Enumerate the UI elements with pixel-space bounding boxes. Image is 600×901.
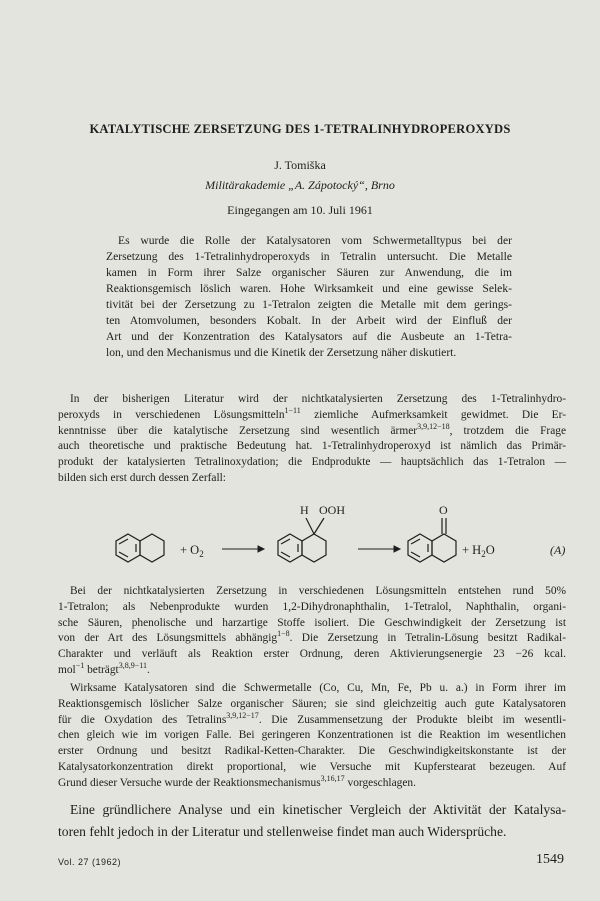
received-date: Eingegangen am 10. Juli 1961 [227,203,373,217]
text-line: Eine gründlichere Analyse und ein kinetischer Vergleich der Aktivität der Katalysa- [70,802,566,817]
abstract-line: Art und der Konzentration des Katalysators auf die Ausbeute an 1-Tetra- [106,330,512,343]
text-line: produkt der katalysierten Tetralinoxydation; die Endprodukte — hauptsächlich das 1-Tetralon — [58,456,566,469]
text-line: bilden sich erst durch dessen Zerfall: [58,471,226,484]
text-line: erster Ordnung und besitzt Radikal-Ketten-Charakter. Die Geschwindigkeitskonstante ist der [58,745,566,758]
text-line: Katalysatorkonzentration direkt proportional, wie Versuche mit Kupferstearat bezeugen. Auf [58,760,566,773]
abstract-line: Es wurde die Rolle der Katalysatoren vom Schwermetalltypus bei der [118,234,512,247]
equation-label: (A) [550,543,566,557]
text-line: Reaktionsgemisch löslicher Salze organischer Säuren; sie sind gleichzeitig auch gute Katalysatoren [58,697,566,710]
hydroperoxide-structure [278,518,326,562]
h-label: H [300,503,309,517]
abstract-line: ten Atomvolumen, besonders Kobalt. In der Arbeit wird der Einfluß der [106,314,512,327]
reaction-scheme [100,500,566,580]
paragraph-closing [58,799,566,843]
citation: 3,16,17 [320,773,345,783]
tetralone-structure [408,518,456,562]
author-name: J. Tomiška [274,158,326,172]
text-line: toren fehlt jedoch in der Literatur und stellenweise findet man auch Widersprüche. [58,824,507,839]
plus-h2o: + $H_2O$ [462,543,495,559]
text-line: chen gleich wie im vorigen Falle. Bei geringeren Konzentrationen ist die Reaktion im wesentlichen [58,729,566,742]
text-line: von der Art des Lösungsmittels abhängig$^{1-8}$. Die Zersetzung in Tetralin-Lösung besitzt Radikal- [58,629,566,645]
abstract-line: Zersetzung des 1-Tetralinhydroperoxyds in Tetralin untersucht. Die Metalle [106,250,512,263]
paragraph-introduction [58,392,566,487]
text-line: Bei der nichtkatalysierten Zersetzung in verschiedenen Lösungsmitteln entstehen rund 50% [70,585,566,597]
plus-o2: + $O_2$ [180,543,204,559]
text-line: Grund dieser Versuche wurde der Reaktionsmechanismus$^{3,16,17}$ vorgeschlagen. [58,773,416,789]
citation: 3,9,12−17 [226,710,259,720]
citation: 1−11 [284,405,301,415]
reaction-arrow [222,546,264,552]
citation: 3,8,9−11 [118,660,147,670]
citation: 3,9,12−18 [417,421,450,431]
text-line: 1-Tetralon; als Nebenprodukte wurden 1,2-Dihydronaphthalin, 1-Tetralol, Naphthalin, organi- [58,600,566,613]
footer-volume: Vol. 27 (1962) [58,857,122,867]
abstract-line: kamen in Form ihrer Salze organischer Säuren zur Anwendung, die im [106,266,512,279]
ooh-label: OOH [319,503,345,517]
text-line: Wirksame Katalysatoren sind die Schwermetalle (Co, Cu, Mn, Fe, Pb u. a.) in Form ihrer im [70,682,566,694]
abstract [106,233,512,361]
text-line: Charakter und verläuft als Reaktion erster Ordnung, deren Aktivierungsenergie 23 −26 kcal. [58,648,566,661]
text-line: sche Säuren, phenolische und harzartige Stoffe isoliert. Die Geschwindigkeit der Zersetzung ist [58,616,566,629]
paragraph-catalysts [58,681,566,792]
citation: −1 [75,660,85,670]
text-line: kenntnisse über die katalytische Zersetzung sind wesentlich ärmer$^{3,9,12-18}$, trotzdem die Frage [58,421,566,437]
article-title: KATALYTISCHE ZERSETZUNG DES 1-TETRALINHYDROPEROXYDS [89,122,511,136]
abstract-line: lon, und den Mechanismus und die Kinetik der Zersetzung näher diskutiert. [106,346,457,359]
o-label: O [439,503,448,517]
page-number: 1549 [536,852,564,867]
text-line: auch theoretische und praktische Bedeutung hat. 1-Tetralinhydroperoxyd ist nämlich das Primär- [58,440,566,453]
paragraph-noncatalysed [58,584,566,679]
reaction-arrow [358,546,400,552]
author-affiliation: Militärakademie „A. Zápotocký“, Brno [205,178,395,192]
tetralin-structure [116,534,164,562]
text-line: mol$^{-1}$ beträgt$^{3,8,9-11}$. [58,660,150,676]
abstract-line: tivität bei der Zersetzung zu 1-Tetralon zeigten die Metalle mit dem gerings- [106,298,512,311]
citation: 1−8 [277,629,290,639]
text-line: In der bisherigen Literatur wird der nichtkatalysierten Zersetzung des 1-Tetralinhydro- [70,393,566,405]
abstract-line: Reaktionsgemisch löslich waren. Hohe Wirksamkeit und eine gewisse Selek- [106,282,512,295]
text-line: peroxyds in verschiedenen Lösungsmitteln$^{1-11}$ ziemliche Aufmerksamkeit gewidmet. Die Er- [58,405,566,421]
text-line: für die Oxydation des Tetralins$^{3,9,12-17}$. Die Zusammensetzung der Produkte bleibt im wesentli- [58,710,566,726]
